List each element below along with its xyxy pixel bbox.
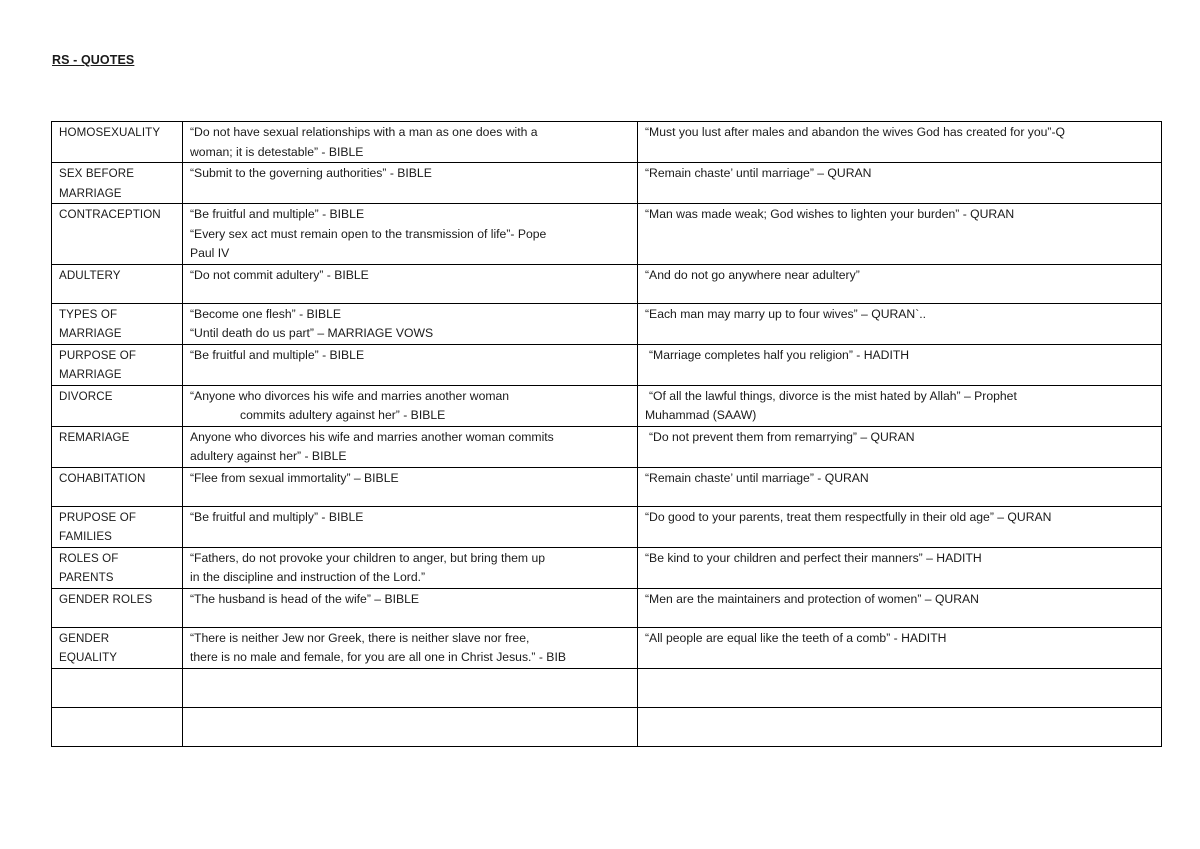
bible-quote-cell	[183, 264, 638, 303]
topic-cell	[52, 588, 183, 627]
topic-cell	[52, 426, 183, 467]
bible-quote-cell	[183, 588, 638, 627]
quran-quote-cell	[638, 264, 1162, 303]
bible-quote-cell	[183, 627, 638, 668]
bible-quote-cell	[183, 204, 638, 265]
topic-text: PARENTS	[59, 571, 114, 584]
quote-text: “Do good to your parents, treat them respectfully in their old age” – QURAN	[645, 509, 1052, 524]
quote-text: in the discipline and instruction of the Lord.”	[190, 570, 426, 584]
quote-text: “Remain chaste’ until marriage” - QURAN	[645, 470, 869, 485]
bible-quote-cell	[183, 303, 638, 344]
topic-cell	[52, 344, 183, 385]
topic-cell	[52, 122, 183, 163]
quote-text: “Every sex act must remain open to the transmission of life”- Pope	[190, 226, 547, 241]
topic-text: ROLES OF	[59, 551, 119, 565]
table-row	[52, 303, 1162, 344]
quote-text: there is no male and female, for you are all one in Christ Jesus.” - BIB	[190, 650, 566, 664]
quote-text: “Marriage completes half you religion” - HADITH	[649, 347, 910, 362]
quran-quote-cell	[638, 467, 1162, 506]
table-row	[52, 385, 1162, 426]
topic-cell	[52, 204, 183, 265]
bible-quote-cell	[183, 467, 638, 506]
quote-text: “Be fruitful and multiple” - BIBLE	[190, 207, 365, 221]
bible-quote-cell	[183, 385, 638, 426]
quran-quote-cell	[638, 344, 1162, 385]
quote-text: “Do not prevent them from remarrying” – QURAN	[649, 429, 915, 444]
quote-text: “Do not have sexual relationships with a man as one does with a	[190, 125, 538, 139]
topic-cell	[52, 467, 183, 506]
topic-text: CONTRACEPTION	[59, 208, 161, 221]
bible-quote-cell	[183, 426, 638, 467]
table-row	[52, 426, 1162, 467]
quote-text: “Flee from sexual immortality” – BIBLE	[190, 470, 399, 485]
quote-text: woman; it is detestable” - BIBLE	[190, 144, 364, 159]
quote-text: Muhammad (SAAW)	[645, 408, 757, 422]
quran-quote-cell	[638, 204, 1162, 265]
quote-text: “The husband is head of the wife” – BIBLE	[190, 591, 419, 606]
topic-cell	[52, 547, 183, 588]
quote-text: “Man was made weak; God wishes to lighten your burden” - QURAN	[645, 207, 1015, 221]
table-row	[52, 467, 1162, 506]
quote-text: adultery against her” - BIBLE	[190, 449, 347, 463]
topic-text: MARRIAGE	[59, 186, 122, 200]
topic-cell	[52, 668, 183, 707]
quotes-table	[51, 121, 1162, 747]
topic-cell	[52, 707, 183, 746]
quote-text: “And do not go anywhere near adultery”	[645, 267, 860, 282]
quote-text: “Fathers, do not provoke your children to anger, but bring them up	[190, 550, 545, 565]
quote-text: “Must you lust after males and abandon the wives God has created for you”-Q	[645, 125, 1066, 139]
topic-text: HOMOSEXUALITY	[59, 126, 161, 139]
table-row	[52, 344, 1162, 385]
topic-text: EQUALITY	[59, 651, 118, 664]
bible-quote-cell	[183, 344, 638, 385]
bible-quote-cell	[183, 163, 638, 204]
quote-text: Paul IV	[190, 246, 230, 260]
table-row	[52, 627, 1162, 668]
quran-quote-cell	[638, 588, 1162, 627]
topic-text: FAMILIES	[59, 530, 112, 543]
quote-text: “Men are the maintainers and protection of women” – QURAN	[645, 591, 979, 606]
quote-text: “Submit to the governing authorities” - BIBLE	[190, 166, 432, 180]
topic-text: ADULTERY	[59, 268, 121, 282]
bible-quote-cell	[183, 707, 638, 746]
table-row	[52, 547, 1162, 588]
topic-text: MARRIAGE	[59, 368, 122, 381]
topic-text: MARRIAGE	[59, 327, 122, 340]
quran-quote-cell	[638, 547, 1162, 588]
topic-text: DIVORCE	[59, 389, 113, 403]
topic-cell	[52, 303, 183, 344]
topic-text: PURPOSE OF	[59, 348, 137, 362]
topic-text: GENDER	[59, 631, 110, 645]
quran-quote-cell	[638, 426, 1162, 467]
bible-quote-cell	[183, 506, 638, 547]
quote-text: “Each man may marry up to four wives” – QURAN`..	[645, 306, 927, 321]
quote-text: “Be kind to your children and perfect their manners” – HADITH	[645, 550, 982, 565]
quote-text: “Do not commit adultery” - BIBLE	[190, 267, 369, 282]
quote-text: “Become one flesh” - BIBLE	[190, 306, 342, 321]
quote-text: “Anyone who divorces his wife and marries another woman	[190, 388, 510, 403]
quote-text: “Until death do us part” – MARRIAGE VOWS	[190, 326, 434, 340]
quran-quote-cell	[638, 385, 1162, 426]
table-row	[52, 506, 1162, 547]
bible-quote-cell	[183, 547, 638, 588]
bible-quote-cell	[183, 122, 638, 163]
table-row	[52, 588, 1162, 627]
topic-text: TYPES OF	[59, 307, 118, 321]
topic-cell	[52, 163, 183, 204]
quran-quote-cell	[638, 303, 1162, 344]
topic-text: COHABITATION	[59, 471, 146, 485]
quran-quote-cell	[638, 627, 1162, 668]
quote-text: “Of all the lawful things, divorce is the mist hated by Allah” – Prophet	[649, 388, 1017, 403]
quran-quote-cell	[638, 163, 1162, 204]
quran-quote-cell	[638, 122, 1162, 163]
table-row	[52, 204, 1162, 265]
quran-quote-cell	[638, 707, 1162, 746]
quote-text: “There is neither Jew nor Greek, there is neither slave nor free,	[190, 630, 530, 645]
topic-cell	[52, 385, 183, 426]
quran-quote-cell	[638, 668, 1162, 707]
table-row	[52, 264, 1162, 303]
table-row	[52, 163, 1162, 204]
quote-text: commits adultery against her” - BIBLE	[240, 408, 446, 422]
quran-quote-cell	[638, 506, 1162, 547]
bible-quote-cell	[183, 668, 638, 707]
quote-text: “Remain chaste’ until marriage” – QURAN	[645, 166, 872, 180]
table-row-empty	[52, 707, 1162, 746]
topic-cell	[52, 627, 183, 668]
table-row-empty	[52, 668, 1162, 707]
quote-text: “Be fruitful and multiply” - BIBLE	[190, 509, 364, 524]
quote-text: “Be fruitful and multiple” - BIBLE	[190, 347, 365, 362]
topic-text: PRUPOSE OF	[59, 510, 137, 524]
document-title: RS - QUOTES	[52, 53, 135, 67]
topic-text: REMARIAGE	[59, 430, 130, 444]
quote-text: “All people are equal like the teeth of a comb” - HADITH	[645, 630, 947, 645]
topic-cell	[52, 506, 183, 547]
topic-text: SEX BEFORE	[59, 167, 135, 180]
table-row	[52, 122, 1162, 163]
topic-text: GENDER ROLES	[59, 592, 153, 606]
topic-cell	[52, 264, 183, 303]
quote-text: Anyone who divorces his wife and marries another woman commits	[190, 429, 554, 444]
